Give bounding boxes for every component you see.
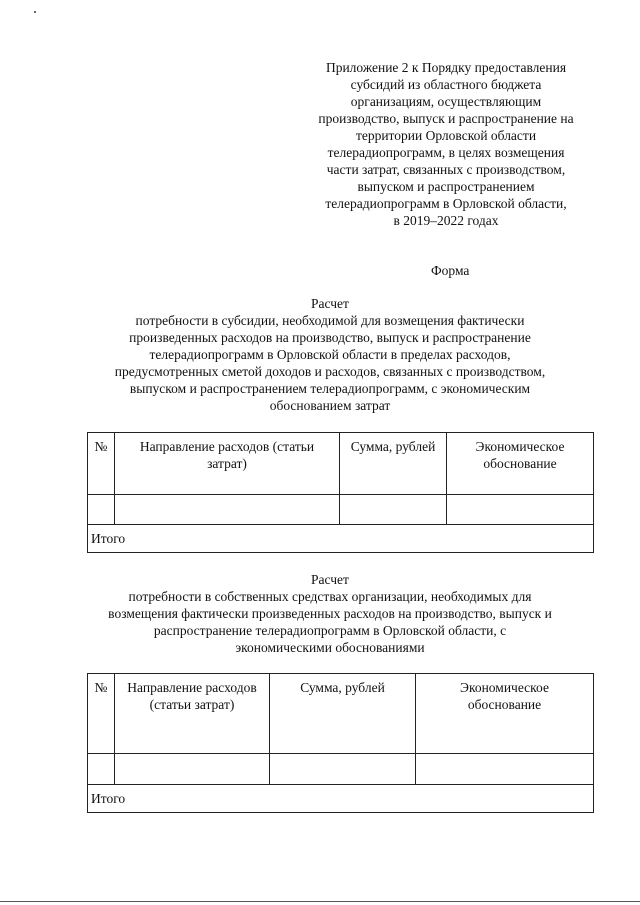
cell-sum[interactable] — [340, 495, 447, 525]
appendix-note — [300, 59, 592, 229]
own-funds-calculation-table — [87, 673, 594, 813]
col-direction-header: Направление расходов (статьи затрат) — [115, 433, 340, 495]
heading-line: потребности в субсидии, необходимой для возмещения фактически — [135, 313, 525, 328]
heading-line: распространение телерадиопрограмм в Орловской области, с — [153, 623, 507, 638]
section2-heading — [70, 571, 590, 656]
heading-line: обоснованием затрат — [269, 398, 391, 413]
table-row — [88, 754, 594, 785]
col-direction-header: Направление расходов (статьи затрат) — [115, 674, 270, 754]
col-justification-header: Экономическое обоснование — [416, 674, 594, 754]
col-number-header: № — [88, 674, 115, 754]
heading-line: экономическими обоснованиями — [235, 640, 425, 655]
appendix-line: Приложение 2 к Порядку предоставления — [325, 60, 567, 75]
cell-number[interactable] — [88, 495, 115, 525]
table-header-row — [88, 433, 594, 495]
col-sum-header: Сумма, рублей — [340, 433, 447, 495]
total-label: Итого — [88, 525, 594, 553]
heading-line: предусмотренных сметой доходов и расходов, связанных с производством, — [114, 364, 546, 379]
scan-speck — [34, 11, 36, 13]
scan-edge-line — [0, 901, 640, 902]
col-number-header: № — [88, 433, 115, 495]
cell-sum[interactable] — [270, 754, 416, 785]
heading-line: телерадиопрограмм в Орловской области в пределах расходов, — [149, 347, 511, 362]
cell-justification[interactable] — [416, 754, 594, 785]
appendix-line: организациям, осуществляющим — [350, 94, 542, 109]
col-sum-header: Сумма, рублей — [270, 674, 416, 754]
cell-direction[interactable] — [115, 754, 270, 785]
appendix-line: в 2019–2022 годах — [393, 213, 499, 228]
appendix-line: субсидий из областного бюджета — [350, 77, 542, 92]
appendix-line: части затрат, связанных с производством, — [326, 162, 566, 177]
appendix-line: производство, выпуск и распространение на — [318, 111, 574, 126]
cell-direction[interactable] — [115, 495, 340, 525]
appendix-line: территории Орловской области — [355, 128, 537, 143]
appendix-line: выпуском и распространением — [357, 179, 535, 194]
subsidy-calculation-table — [87, 432, 594, 553]
heading-line: выпуском и распространением телерадиопрограмм, с экономическим — [129, 381, 531, 396]
table-row — [88, 495, 594, 525]
appendix-line: телерадиопрограмм в Орловской области, — [325, 196, 567, 211]
cell-number[interactable] — [88, 754, 115, 785]
heading-line: произведенных расходов на производство, выпуск и распространение — [129, 330, 531, 345]
heading-line: потребности в собственных средствах организации, необходимых для — [128, 589, 532, 604]
heading-line: Расчет — [311, 296, 349, 311]
appendix-line: телерадиопрограмм, в целях возмещения — [327, 145, 565, 160]
total-row — [88, 785, 594, 813]
cell-justification[interactable] — [447, 495, 594, 525]
form-label: Форма — [431, 263, 470, 278]
section1-heading — [70, 295, 590, 414]
heading-line: возмещения фактически произведенных расходов на производство, выпуск и — [108, 606, 552, 621]
heading-line: Расчет — [311, 572, 349, 587]
total-row — [88, 525, 594, 553]
total-label: Итого — [88, 785, 594, 813]
col-justification-header: Экономическое обоснование — [447, 433, 594, 495]
table-header-row — [88, 674, 594, 754]
